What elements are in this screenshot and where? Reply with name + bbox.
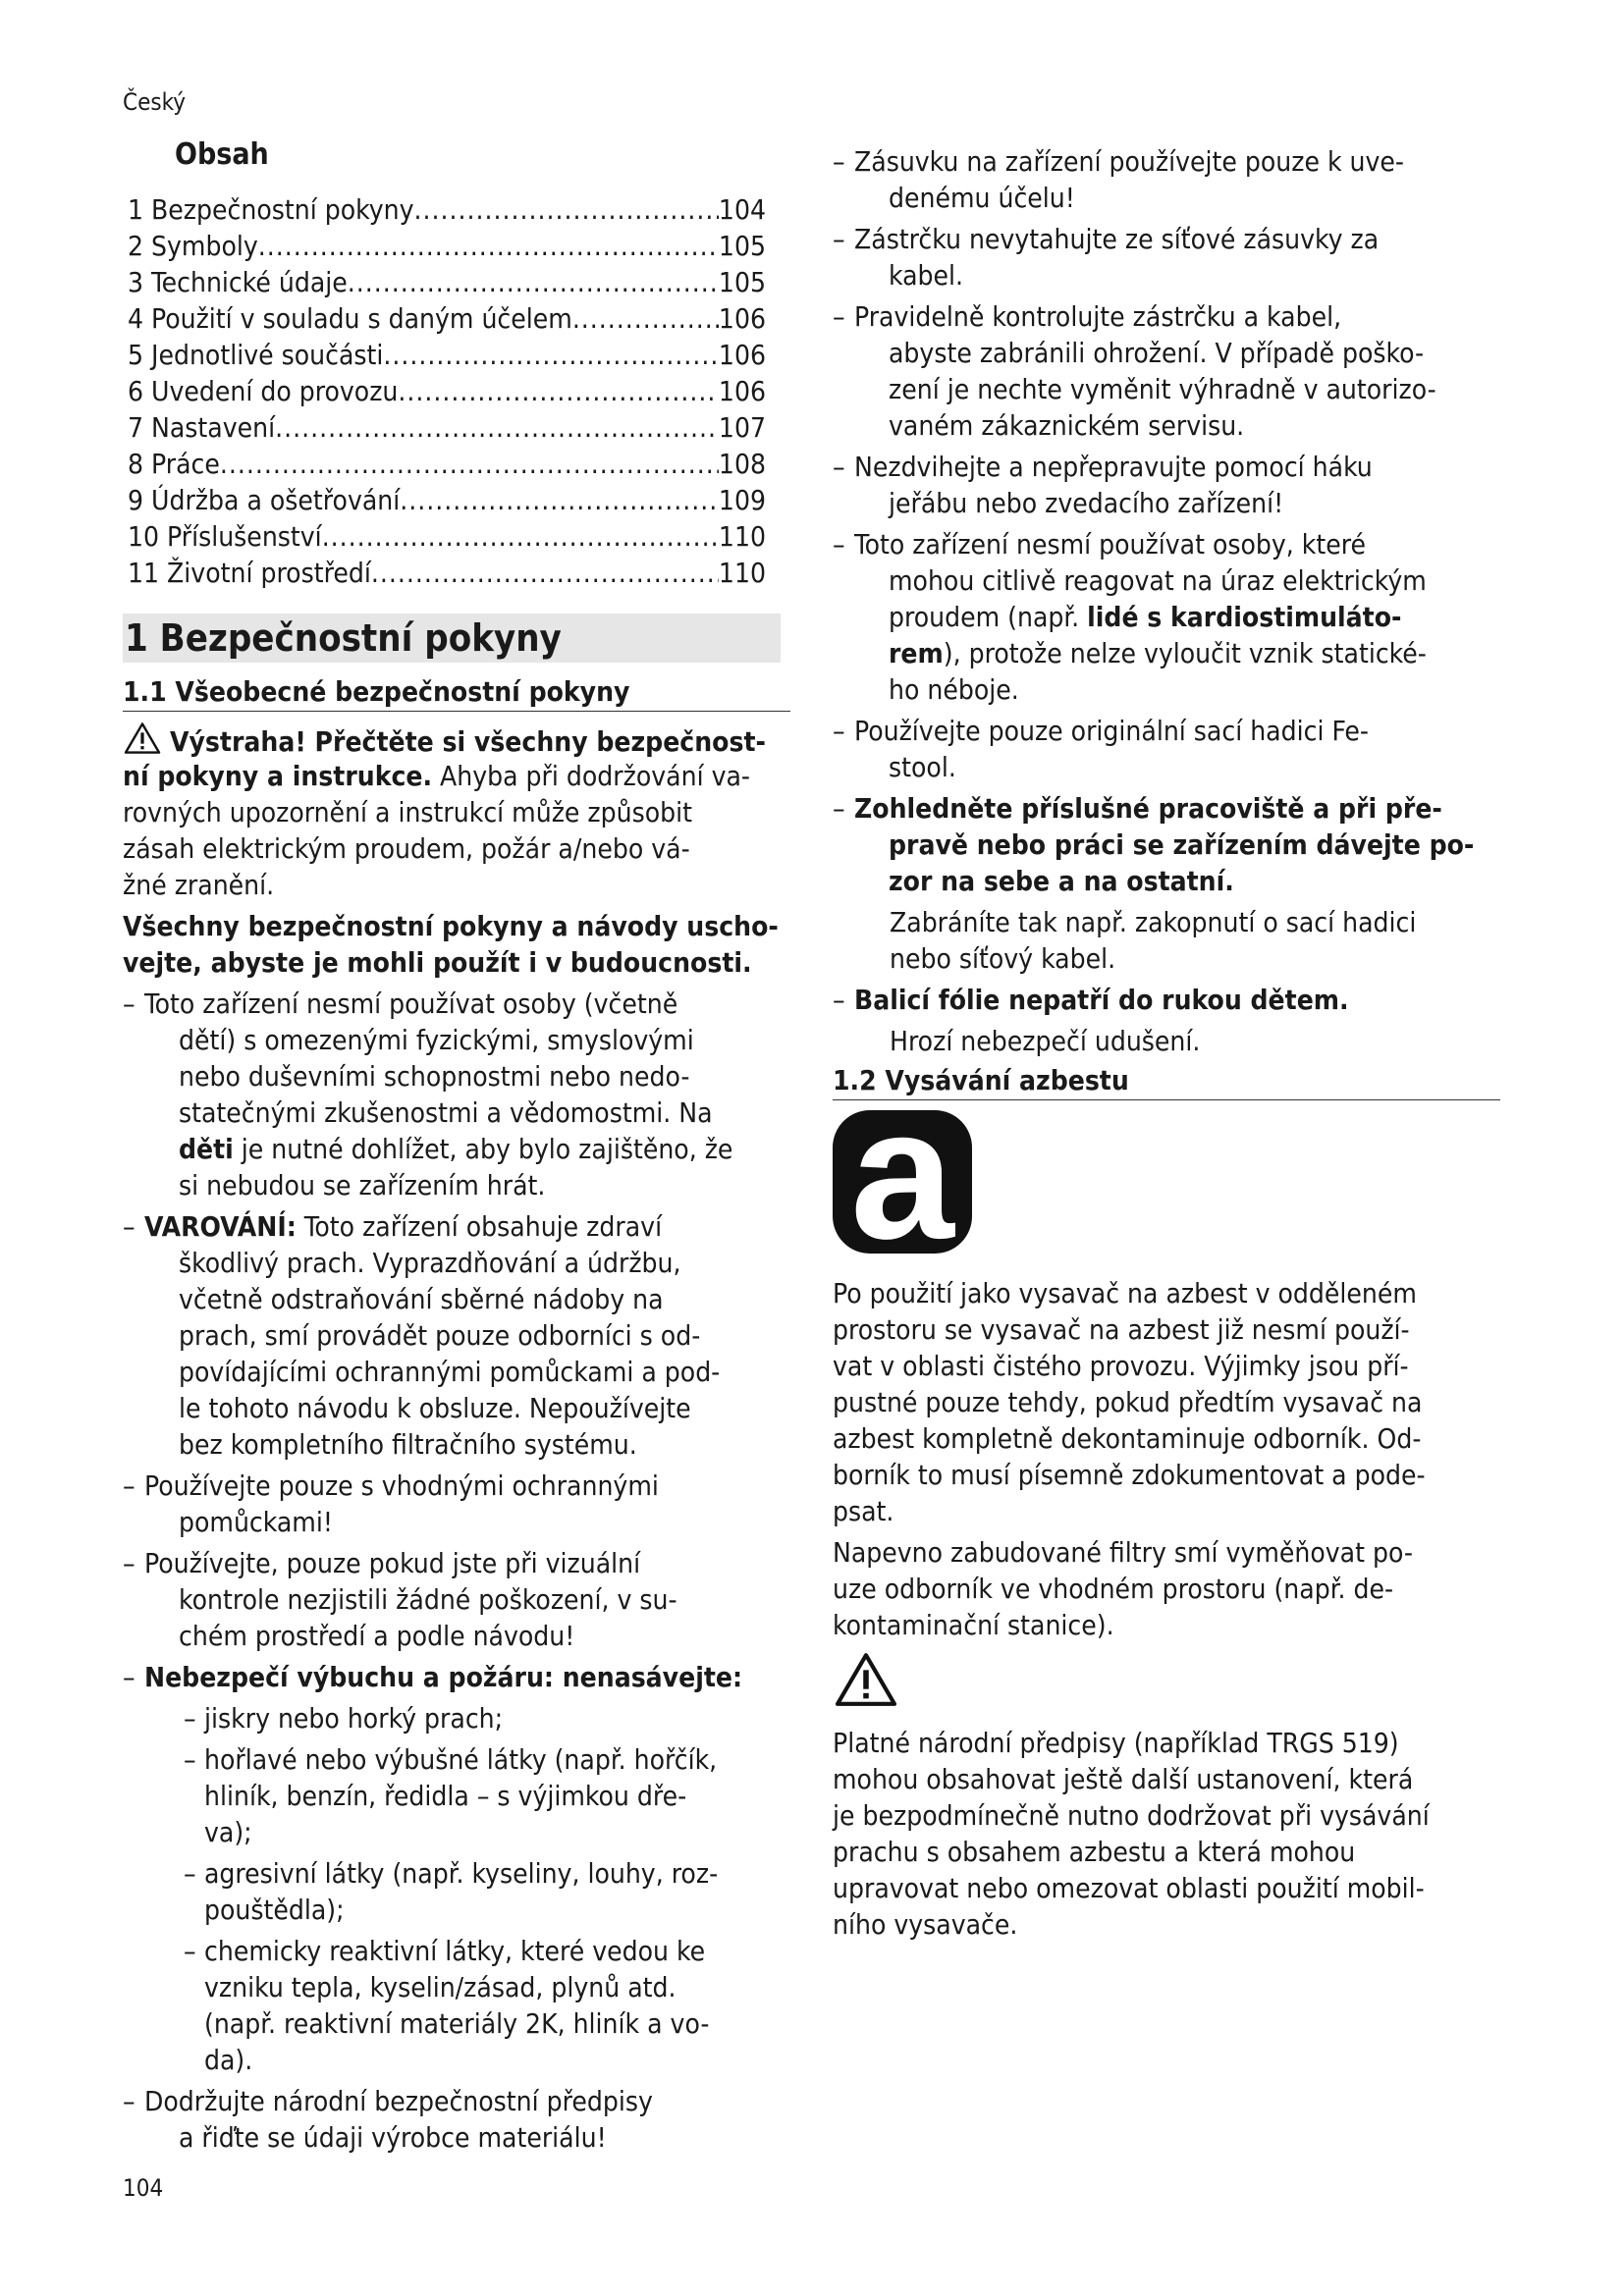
text-line: prachu s obsahem azbestu a která mohou [833, 1836, 1356, 1868]
text-line: hliník, benzín, ředidla – s výjimkou dře- [204, 1780, 687, 1812]
toc-entry[interactable] [128, 446, 766, 482]
toc-label: 9 Údržba a ošetřování [128, 484, 401, 516]
bullet-dash: – [123, 1661, 135, 1693]
list-item [833, 143, 1500, 216]
paragraph [833, 1534, 1500, 1643]
toc-entry[interactable] [128, 264, 766, 300]
text-line: vzniku tepla, kyselin/zásad, plynů atd. [204, 1971, 677, 2003]
text-line: hořlavé nebo výbušné látky (např. hořčík, [204, 1743, 718, 1776]
text-line: Nezdvihejte a nepřepravujte pomocí háku [854, 451, 1373, 483]
text-line: škodlivý prach. Vyprazdňování a údržbu, [179, 1247, 681, 1279]
text-line: nebo duševními schopnostmi nebo nedo- [179, 1060, 690, 1093]
text-line: Zástrčku nevytahujte ze síťové zásuvky za [854, 223, 1380, 255]
list-item [184, 1855, 790, 1928]
text-line: bez kompletního filtračního systému. [179, 1428, 637, 1461]
text-line: Toto zařízení nesmí používat osoby (včetně [144, 988, 678, 1020]
bullet-dash: – [833, 715, 845, 747]
toc-entry[interactable] [128, 518, 766, 555]
text-line: a řiďte se údaji výrobce materiálu! [179, 2121, 607, 2154]
text-line: si nebudou se zařízením hrát. [179, 1169, 546, 1201]
text-line: statečnými zkušenostmi a vědomostmi. Na [179, 1096, 713, 1129]
asbestos-icon: a [833, 1110, 972, 1254]
section-heading: 1 Bezpečnostní pokyny [123, 614, 781, 663]
text-line: vat v oblasti čistého provozu. Výjimky jsou pří- [833, 1350, 1409, 1382]
toc-leader [275, 409, 719, 446]
toc-entry[interactable] [128, 555, 766, 591]
toc-label: 7 Nastavení [128, 411, 276, 444]
left-column [123, 675, 790, 2161]
text-line [123, 944, 790, 981]
text-line: zení je nechte vyměnit výhradně v autorizo- [889, 373, 1436, 405]
text-line [123, 721, 790, 758]
bullet-dash: – [123, 1469, 135, 1502]
text-line: pouštědla); [204, 1894, 345, 1926]
bullet-dash: – [123, 1210, 135, 1243]
toc-page: 106 [718, 339, 766, 371]
text-line: Platné národní předpisy (například TRGS 519) [833, 1727, 1399, 1759]
bold-text: pravě nebo práci se zařízením dávejte po- [889, 828, 1475, 861]
toc-label: 2 Symboly [128, 230, 258, 262]
text-line: va); [204, 1816, 252, 1848]
toc-label: 3 Technické údaje [128, 266, 348, 298]
text-line: ho néboje. [889, 673, 1019, 706]
language-label: Český [123, 88, 187, 116]
text-line: VAROVÁNÍ: Toto zařízení obsahuje zdraví [144, 1210, 663, 1243]
list-item [184, 1933, 790, 2078]
toc-page: 107 [718, 411, 766, 444]
text-line: chemicky reaktivní látky, které vedou ke [204, 1935, 706, 1967]
paragraph [833, 904, 1500, 977]
list-item [184, 1741, 790, 1850]
toc-leader [258, 228, 719, 264]
toc-leader [348, 264, 719, 300]
toc-leader [413, 191, 718, 228]
bullet-dash: – [123, 988, 135, 1020]
list-item [833, 713, 1500, 785]
list-item [833, 526, 1500, 708]
text-line: děti je nutné dohlížet, aby bylo zajištěno, že [179, 1133, 733, 1165]
text-line: vaném zákaznickém servisu. [889, 409, 1245, 442]
list-item [833, 982, 1500, 1018]
warning-icon [833, 1651, 1500, 1715]
toc-page: 110 [718, 520, 766, 553]
toc-label: 1 Bezpečnostní pokyny [128, 193, 414, 226]
toc-page: 106 [718, 302, 766, 335]
text-line [854, 790, 1500, 827]
text-line [123, 908, 790, 944]
toc-label: 10 Příslušenství [128, 520, 322, 553]
text-line: Pravidelně kontrolujte zástrčku a kabel, [854, 300, 1342, 333]
text-line: prach, smí provádět pouze odborníci s od- [179, 1319, 701, 1352]
list-item [833, 298, 1500, 444]
list-item [123, 1659, 790, 1695]
text-line: agresivní látky (např. kyseliny, louhy, roz- [204, 1857, 719, 1890]
text-line: kontrole nezjistili žádné poškození, v su- [179, 1583, 677, 1616]
text-line: rovných upozornění a instrukcí může způsobit [123, 796, 693, 828]
text-line: prostoru se vysavač na azbest již nesmí použí- [833, 1313, 1410, 1346]
text-line: je bezpodmínečně nutno dodržovat při vysávání [833, 1799, 1430, 1832]
bold-text: Balicí fólie nepatří do rukou dětem. [854, 984, 1349, 1016]
toc-leader [398, 373, 719, 409]
text-line: denému účelu! [889, 182, 1075, 214]
bold-text: Výstraha! Přečtěte si všechny bezpečnost- [170, 725, 766, 758]
text-line: azbest kompletně dekontaminuje odborník. Od- [833, 1422, 1422, 1455]
bullet-dash: – [833, 528, 845, 561]
list-item [833, 790, 1500, 899]
toc-entry[interactable] [128, 373, 766, 409]
page-number: 104 [123, 2174, 164, 2202]
bold-text: VAROVÁNÍ: [144, 1210, 297, 1243]
list-item [123, 1545, 790, 1654]
bold-text: zor na sebe a na ostatní. [889, 865, 1234, 897]
toc-entry[interactable] [128, 337, 766, 373]
bullet-dash: – [833, 451, 845, 483]
text-line: jeřábu nebo zvedacího zařízení! [889, 487, 1284, 519]
bold-text: děti [179, 1133, 234, 1165]
bold-text: Všechny bezpečnostní pokyny a návody uscho- [123, 910, 779, 942]
toc-leader [572, 300, 719, 337]
toc-entry[interactable] [128, 409, 766, 446]
bullet-dash: – [833, 145, 845, 178]
bullet-dash: – [833, 984, 845, 1016]
text-line [854, 982, 1500, 1018]
toc-entry[interactable] [128, 191, 766, 228]
toc-page: 108 [718, 448, 766, 480]
text-line: ní pokyny a instrukce. Ahyba při dodržování va- [123, 760, 751, 792]
text-line: rem), protože nelze vyloučit vznik statické- [889, 637, 1427, 669]
toc-page: 104 [718, 193, 766, 226]
bullet-dash: – [184, 1702, 196, 1735]
list-item [833, 449, 1500, 521]
toc-page: 105 [718, 266, 766, 298]
subsection-heading: 1.2 Vysávání azbestu [833, 1064, 1500, 1100]
toc-page: 110 [718, 557, 766, 589]
toc-page: 109 [718, 484, 766, 516]
text-line: Napevno zabudované filtry smí vyměňovat po- [833, 1536, 1413, 1569]
text-line: Používejte pouze s vhodnými ochrannými [144, 1469, 659, 1502]
toc-label: 11 Životní prostředí [128, 557, 371, 589]
text-line: mohou obsahovat ještě další ustanovení, která [833, 1763, 1414, 1795]
bullet-dash: – [833, 300, 845, 333]
toc-page: 106 [718, 375, 766, 407]
text-line: psat. [833, 1495, 894, 1527]
toc-leader [400, 482, 719, 518]
toc-leader [322, 518, 719, 555]
text-line: zásah elektrickým proudem, požár a/nebo vá- [123, 832, 690, 865]
text-line: Dodržujte národní bezpečnostní předpisy [144, 2085, 653, 2117]
bullet-dash: – [833, 223, 845, 255]
toc-label: 8 Práce [128, 448, 220, 480]
bullet-dash: – [184, 1935, 196, 1967]
paragraph [123, 908, 790, 981]
table-of-contents [128, 191, 766, 591]
right-column [833, 143, 1500, 1948]
text-line: (např. reaktivní materiály 2K, hliník a vo- [204, 2007, 710, 2040]
list-item [184, 1700, 790, 1736]
text-line: da). [204, 2044, 253, 2076]
text-line: Toto zařízení nesmí používat osoby, které [854, 528, 1366, 561]
toc-label: 4 Použití v souladu s daným účelem [128, 302, 572, 335]
bold-text: rem [889, 637, 944, 669]
bold-text: lidé s kardiostimuláto- [1087, 601, 1402, 633]
bold-text: Nebezpečí výbuchu a požáru: nenasávejte: [144, 1661, 743, 1693]
text-line: Po použití jako vysavač na azbest v odděleném [833, 1277, 1417, 1309]
text-line: jiskry nebo horký prach; [204, 1702, 504, 1735]
text-line: stool. [889, 751, 956, 783]
text-line: Používejte, pouze pokud jste při vizuální [144, 1547, 641, 1579]
paragraph [833, 1023, 1500, 1059]
paragraph [123, 721, 790, 903]
text-line: kabel. [889, 259, 964, 292]
bold-text: vejte, abyste je mohli použít i v budoucnosti. [123, 946, 752, 979]
toc-entry[interactable] [128, 300, 766, 337]
text-line: chém prostředí a podle návodu! [179, 1620, 575, 1652]
subsection-heading: 1.1 Všeobecné bezpečnostní pokyny [123, 675, 790, 712]
text-line [854, 827, 1500, 863]
text-line: včetně odstraňování sběrné nádoby na [179, 1283, 664, 1315]
toc-leader [383, 337, 719, 373]
list-item [833, 221, 1500, 294]
toc-page: 105 [718, 230, 766, 262]
text-line: nebo síťový kabel. [890, 942, 1116, 975]
bold-text: ní pokyny a instrukce. [123, 760, 433, 792]
text-line: žné zranění. [123, 869, 275, 901]
toc-label: 6 Uvedení do provozu [128, 375, 399, 407]
text-line: Zásuvku na zařízení používejte pouze k uve- [854, 145, 1404, 178]
text-line [854, 863, 1500, 899]
text-line: Používejte pouze originální sací hadici Fe- [854, 715, 1370, 747]
text-line: uze odborník ve vhodném prostoru (např. de- [833, 1573, 1394, 1605]
bullet-dash: – [184, 1743, 196, 1776]
toc-leader [371, 555, 719, 591]
text-line: Zabráníte tak např. zakopnutí o sací hadici [890, 906, 1417, 938]
paragraph [833, 1275, 1500, 1529]
text-line [144, 1659, 790, 1695]
text-line: abyste zabránili ohrožení. V případě poško- [889, 337, 1425, 369]
bullet-dash: – [123, 1547, 135, 1579]
bullet-dash: – [123, 2085, 135, 2117]
text-line: upravovat nebo omezovat oblasti použití mobil- [833, 1872, 1425, 1904]
toc-title: Obsah [175, 137, 269, 172]
bold-text: Zohledněte příslušné pracoviště a při pře- [854, 792, 1442, 825]
text-line: mohou citlivě reagovat na úraz elektrickým [889, 564, 1427, 597]
text-line: pustné pouze tehdy, pokud předtím vysavač na [833, 1386, 1423, 1418]
toc-leader [220, 446, 719, 482]
text-line: povídajícími ochrannými pomůckami a pod- [179, 1356, 721, 1388]
toc-entry[interactable] [128, 228, 766, 264]
bullet-dash: – [184, 1857, 196, 1890]
text-line: pomůckami! [179, 1506, 333, 1538]
text-line: kontaminační stanice). [833, 1609, 1114, 1641]
list-item [123, 2083, 790, 2156]
text-line: dětí) s omezenými fyzickými, smyslovými [179, 1024, 694, 1056]
text-line: ního vysavače. [833, 1908, 1018, 1941]
list-item [123, 986, 790, 1203]
list-item [123, 1208, 790, 1463]
bullet-dash: – [833, 792, 845, 825]
text-line: le tohoto návodu k obsluze. Nepoužívejte [179, 1392, 691, 1424]
text-line: Hrozí nebezpečí udušení. [890, 1025, 1201, 1057]
text-line: proudem (např. lidé s kardiostimuláto- [889, 601, 1402, 633]
toc-label: 5 Jednotlivé součásti [128, 339, 384, 371]
list-item [123, 1468, 790, 1540]
paragraph [833, 1725, 1500, 1943]
text-line: borník to musí písemně zdokumentovat a pode- [833, 1459, 1426, 1491]
toc-entry[interactable] [128, 482, 766, 518]
